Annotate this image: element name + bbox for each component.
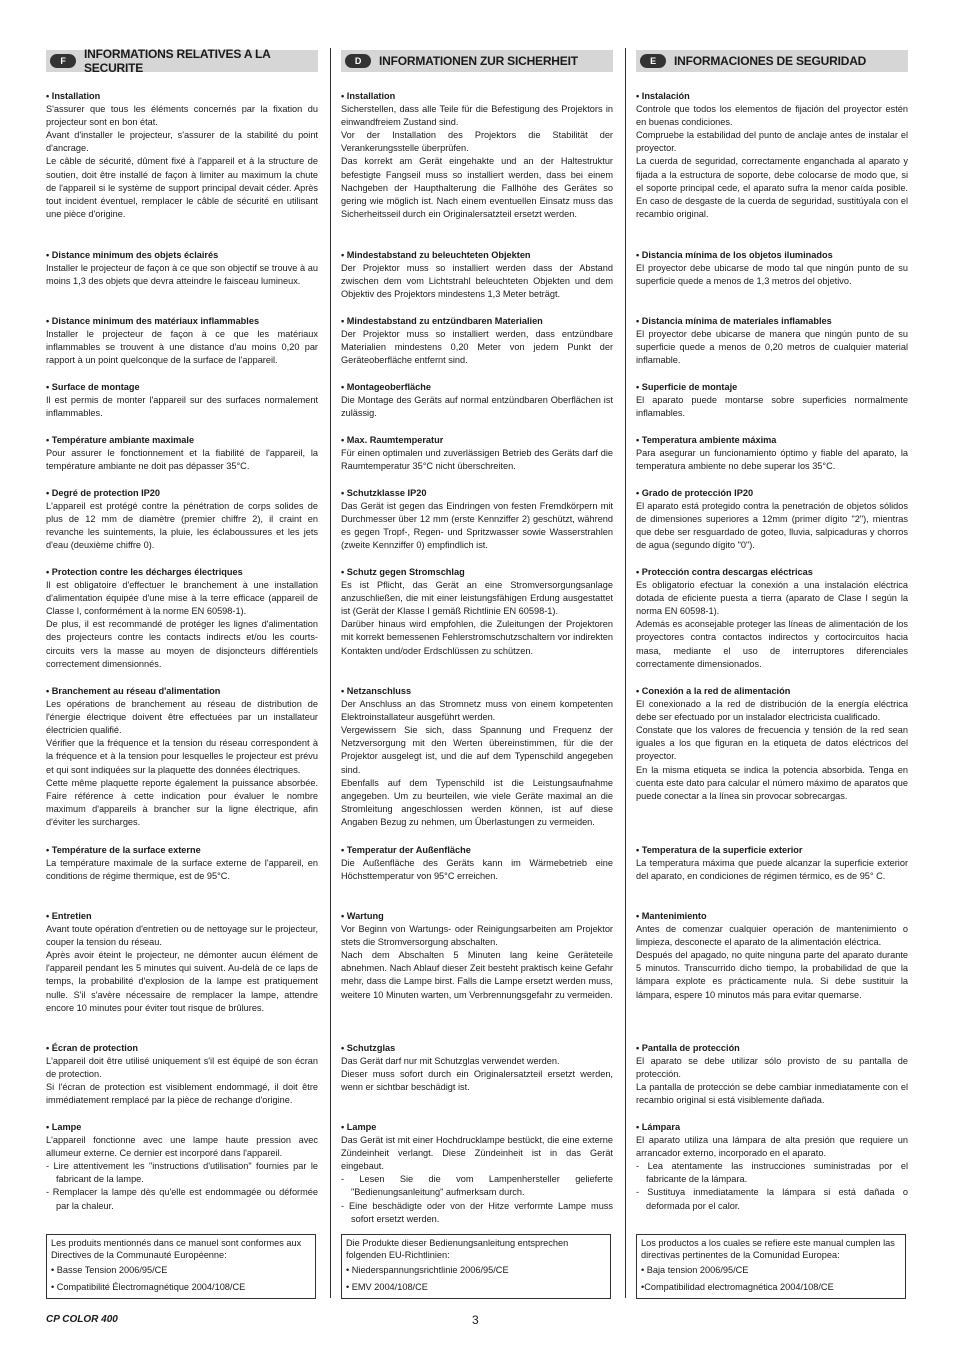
section-header xyxy=(46,47,318,75)
section-paragraph: Der Anschluss an das Stromnetz muss von einem kompetenten Elektroinstallateur ausgeführt werden. xyxy=(341,699,613,723)
section-title: • Schutzklasse IP20 xyxy=(341,488,427,498)
list-item: - Lesen Sie die vom Lampenhersteller gelieferte "Bedienungsanleitung" aufmerksam durch. xyxy=(341,1174,613,1198)
section-title: • Entretien xyxy=(46,911,92,921)
section-paragraph: Die Außenfläche des Geräts kann im Wärmebetrieb eine Höchsttemperatur von 95°C erreichen. xyxy=(341,858,613,882)
safety-section xyxy=(341,844,613,883)
section-paragraph: Controle que todos los elementos de fijación del proyector estén en buenas condiciones. xyxy=(636,104,908,128)
section-title: • Superficie de montaje xyxy=(636,382,738,392)
section-paragraph: Der Projektor muss so installiert werden dass der Abstand zwischen dem vom Lichtstrahl beleuchteten Objekten und dem Objektiv des Projektors mindestens 1,3 Meter beträgt. xyxy=(341,263,613,300)
section-header xyxy=(636,50,908,72)
safety-section xyxy=(636,566,908,671)
section-title: • Branchement au réseau d'alimentation xyxy=(46,686,221,696)
section-paragraph: L'appareil doit être utilisé uniquement s'il est équipé de son écran de protection. xyxy=(46,1056,318,1080)
safety-section xyxy=(341,315,613,367)
section-paragraph: Die Montage des Geräts auf normal entzündbaren Oberflächen ist zulässig. xyxy=(341,395,613,419)
section-title: • Température de la surface externe xyxy=(46,845,201,855)
safety-section xyxy=(46,844,318,883)
language-badge: E xyxy=(640,54,666,68)
section-title: • Temperatur der Außenfläche xyxy=(341,845,471,855)
safety-section xyxy=(341,910,613,1002)
compliance-box xyxy=(46,1234,316,1299)
section-paragraph: La cuerda de seguridad, correctamente enganchada al aparato y fijada a la estructura de soporte, debe colocarse de modo que, si el soporte principal cede, el aparato sufra la menor caída posible. En caso de desgaste de la cuerda de seguridad, sustitúyala con el recambio original. xyxy=(636,156,908,219)
safety-section xyxy=(46,381,318,420)
section-title: • Temperatura de la superficie exterior xyxy=(636,845,803,855)
directive-item: • Baja tension 2006/95/CE xyxy=(641,1265,749,1275)
compliance-box xyxy=(636,1234,906,1299)
section-paragraph: Installer le projecteur de façon à ce que son objectif se trouve à au moins 1,3 des objets que devra atteindre le faisceau lumineux. xyxy=(46,263,318,287)
safety-section xyxy=(46,487,318,552)
section-paragraph: Es ist Pflicht, das Gerät an eine Stromversorgungsanlage anzuschließen, die mit einer leistungsfähigen Erdung ausgestattet ist (Gerät der Klasse I gemäß Richtlinie EN 60598-1). xyxy=(341,580,613,617)
section-title: • Lampe xyxy=(46,1122,82,1132)
section-title: • Mindestabstand zu entzündbaren Materialien xyxy=(341,316,543,326)
section-paragraph: Après avoir éteint le projecteur, ne démonter aucun élément de l'appareil pendant les 5 minutes qui suivent. Au-delà de ce laps de temps, la probabilité d'explosion de la lampe est pratiquement nulle. S'il s'avère nécessaire de remplacer la lampe, attendre encore 10 minutes pour éviter tout risque de brûlures. xyxy=(46,950,318,1013)
section-title: • Distance minimum des matériaux inflammables xyxy=(46,316,260,326)
section-paragraph: La temperatura máxima que puede alcanzar la superficie exterior del aparato, en condiciones de régimen térmico, es de 95° C. xyxy=(636,858,908,882)
safety-section xyxy=(636,910,908,1002)
section-paragraph: Das Gerät ist gegen das Eindringen von festen Fremdkörpern mit Durchmesser über 12 mm (erste Kennziffer 2) geschützt, während es gegen Tropf-, Regen- und Spritzwasser sowie Wasserstrahlen (zweite Kennziffer 0) empfindlich ist. xyxy=(341,501,613,551)
section-title: • Distance minimum des objets éclairés xyxy=(46,250,219,260)
section-title: • Pantalla de protección xyxy=(636,1043,740,1053)
safety-section xyxy=(341,90,613,221)
section-paragraph: Pour assurer le fonctionnement et la fiabilité de l'appareil, la température ambiante ne doit pas dépasser 35°C. xyxy=(46,448,318,472)
instruction-list xyxy=(636,1160,908,1212)
section-title: • Wartung xyxy=(341,911,384,921)
section-paragraph: Les opérations de branchement au réseau de distribution de l'énergie électrique doivent être effectuées par un installateur électricien qualifié. xyxy=(46,699,318,736)
safety-section xyxy=(636,685,908,803)
section-paragraph: Ebenfalls auf dem Typenschild ist die Leistungsaufnahme angegeben. Um zu beurteilen, wie viele Geräte maximal an die Stromleitung angeschlossen werden können, ist auf diese Angaben Bezug zu nehmen, um Überlastungen zu vermeiden. xyxy=(341,777,613,827)
section-paragraph: Dieser muss sofort durch ein Originalersatzteil ersetzt werden, wenn er sichtbar beschädigt ist. xyxy=(341,1069,613,1093)
directive-item: • Basse Tension 2006/95/CE xyxy=(51,1265,168,1275)
safety-section xyxy=(46,685,318,829)
section-paragraph: Después del apagado, no quite ninguna parte del aparato durante 5 minutos. Transcurrido dicho tiempo, la probabilidad de que la lámpara explote es prácticamente nula. Si debe sustituir la lámpara, espere 10 minutos más para evitar quemarse. xyxy=(636,950,908,1000)
column-german xyxy=(341,50,613,1292)
section-title: • Max. Raumtemperatur xyxy=(341,435,444,445)
section-title: • Mantenimiento xyxy=(636,911,707,921)
page-number: 3 xyxy=(472,1313,479,1327)
section-paragraph: Das Gerät darf nur mit Schutzglas verwendet werden. xyxy=(341,1056,560,1067)
list-item: - Lea atentamente las instrucciones suministradas por el fabricante de la lámpara. xyxy=(636,1161,908,1185)
section-title: • Protection contre les décharges électriques xyxy=(46,567,243,577)
compliance-intro: Die Produkte dieser Bedienungsanleitung entsprechen folgenden EU-Richtlinien: xyxy=(346,1238,569,1260)
safety-section xyxy=(636,315,908,367)
section-paragraph: La température maximale de la surface externe de l'appareil, en conditions de régime thermique, est de 95°C. xyxy=(46,858,318,882)
safety-section xyxy=(636,844,908,883)
section-title: • Mindestabstand zu beleuchteten Objekten xyxy=(341,250,531,260)
section-paragraph: Vor der Installation des Projektors die Stabilität der Verankerungsstelle überprüfen. xyxy=(341,130,613,154)
safety-section xyxy=(46,90,318,221)
list-item: - Eine beschädigte oder von der Hitze verformte Lampe muss sofort ersetzt werden. xyxy=(341,1200,613,1224)
safety-section xyxy=(341,566,613,658)
safety-section xyxy=(341,434,613,473)
compliance-intro: Los productos a los cuales se refiere este manual cumplen las directivas pertinentes de la Comunidad Europea: xyxy=(641,1238,895,1260)
section-title: • Netzanschluss xyxy=(341,686,412,696)
directive-item: • EMV 2004/108/CE xyxy=(346,1282,428,1292)
section-paragraph: Das korrekt am Gerät eingehakte und an der Haltestruktur befestigte Fangseil muss so installiert werden, dass bei einem Nachgeben der Haupthalterung die Fallhöhe des Gerätes so gering wie möglich ist. Nach einem eventuellen Einsatz muss das Sicherheitsseil durch ein Originalersatzteil ersetzt werden. xyxy=(341,156,613,219)
section-paragraph: Il est permis de monter l'appareil sur des surfaces normalement inflammables. xyxy=(46,395,318,419)
section-title: • Conexión a la red de alimentación xyxy=(636,686,791,696)
section-paragraph: Für einen optimalen und zuverlässigen Betrieb des Geräts darf die Raumtemperatur 35°C nicht überschreiten. xyxy=(341,448,613,472)
column-french xyxy=(46,47,318,1292)
safety-section xyxy=(341,381,613,420)
safety-section xyxy=(636,90,908,221)
safety-section xyxy=(636,249,908,288)
section-title: • Installation xyxy=(341,91,396,101)
instruction-list xyxy=(46,1160,318,1212)
compliance-intro: Les produits mentionnés dans ce manuel sont conformes aux Directives de la Communauté Européenne: xyxy=(51,1238,302,1260)
section-paragraph: Nach dem Abschalten 5 Minuten lang keine Geräteteile abnehmen. Nach Ablauf dieser Zeit besteht praktisch keine Gefahr mehr, dass die Lampe birst. Falls die Lampe ersetzt werden muss, weitere 10 Minuten warten, um Verbrennungsgefahr zu vermeiden. xyxy=(341,950,613,1000)
section-title: • Lampe xyxy=(341,1122,377,1132)
column-divider xyxy=(330,48,331,1298)
section-paragraph: Cette même plaquette reporte également la puissance absorbée. Faire référence à cette indication pour évaluer le nombre maximum d'appareils à brancher sur la ligne électrique, afin d'éviter les surcharges. xyxy=(46,777,318,827)
section-title: • Distancia mínima de materiales inflamables xyxy=(636,316,832,326)
instruction-list xyxy=(341,1173,613,1225)
section-paragraph: El proyector debe ubicarse de manera que ningún punto de su superficie quede a menos de 0,20 metros de cualquier material inflamable. xyxy=(636,329,908,366)
section-title: • Protección contra descargas eléctricas xyxy=(636,567,813,577)
section-paragraph: L'appareil fonctionne avec une lampe haute pression avec allumeur externe. Ce dernier est incorporé dans l'appareil. xyxy=(46,1135,318,1159)
section-paragraph: El aparato utiliza una lámpara de alta presión que requiere un arrancador externo, incorporado en el aparato. xyxy=(636,1135,908,1159)
section-paragraph: Constate que los valores de frecuencia y tensión de la red sean iguales a los que figuran en la etiqueta de datos eléctricos del proyector. xyxy=(636,725,908,762)
section-paragraph: El proyector debe ubicarse de modo tal que ningún punto de su superficie quede a menos de 1,3 metros del objetivo. xyxy=(636,263,908,287)
section-title: • Degré de protection IP20 xyxy=(46,488,161,498)
safety-section xyxy=(636,1121,908,1213)
section-paragraph: Das Gerät ist mit einer Hochdrucklampe bestückt, die eine externe Zündeinheit verlangt. Diese Zündeinheit ist in das Gerät eingebaut. xyxy=(341,1135,613,1172)
header-title: INFORMATIONS RELATIVES A LA SECURITE xyxy=(84,47,271,75)
section-paragraph: El aparato puede montarse sobre superficies normalmente inflamables. xyxy=(636,395,908,419)
section-paragraph: Vergewissern Sie sich, dass Spannung und Frequenz der Netzversorgung mit den Werten übereinstimmen, für die der Projektor ausgelegt ist, und die auf dem Typenschild angegeben sind. xyxy=(341,725,613,775)
section-title: • Schutzglas xyxy=(341,1043,396,1053)
section-paragraph: El aparato se debe utilizar sólo provisto de su pantalla de protección. xyxy=(636,1056,908,1080)
header-title: INFORMATIONEN ZUR SICHERHEIT xyxy=(379,54,578,68)
section-paragraph: Sicherstellen, dass alle Teile für die Befestigung des Projektors in einwandfreiem Zustand sind. xyxy=(341,104,613,128)
section-paragraph: Para asegurar un funcionamiento óptimo y fiable del aparato, la temperatura ambiente no debe superar los 35°C. xyxy=(636,448,908,472)
list-item: - Remplacer la lampe dès qu'elle est endommagée ou déformée par la chaleur. xyxy=(46,1187,318,1211)
section-title: • Montageoberfläche xyxy=(341,382,431,392)
compliance-box xyxy=(341,1234,611,1299)
safety-section xyxy=(636,487,908,552)
section-title: • Schutz gegen Stromschlag xyxy=(341,567,465,577)
section-header xyxy=(341,50,613,72)
section-paragraph: S'assurer que tous les éléments concernés par la fixation du projecteur sont en bon état. xyxy=(46,104,318,128)
safety-section xyxy=(46,315,318,367)
directive-item: • Niederspannungsrichtlinie 2006/95/CE xyxy=(346,1265,509,1275)
section-paragraph: Darüber hinaus wird empfohlen, die Zuleitungen der Projektoren mit korrekt bemessenen Fehlerstromschutzschaltern vor indirekten Kontakten und/oder Erdschlüssen zu schützen. xyxy=(341,619,613,656)
directive-item: • Compatibilité Électromagnétique 2004/108/CE xyxy=(51,1282,246,1292)
section-title: • Surface de montage xyxy=(46,382,140,392)
section-paragraph: L'appareil est protégé contre la pénétration de corps solides de plus de 12 mm de diamètre (premier chiffre 2), il craint en revanche les suintements, la pluie, les éclaboussures et les jets d'eau (deuxième chiffre 0). xyxy=(46,501,318,551)
section-paragraph: El conexionado a la red de distribución de la energía eléctrica debe ser efectuado por un instalador electricista cualificado. xyxy=(636,699,908,723)
safety-section xyxy=(46,566,318,671)
list-item: - Sustituya inmediatamente la lámpara si está dañada o deformada por el calor. xyxy=(636,1187,908,1211)
list-item: - Lire attentivement les "instructions d'utilisation" fournies par le fabricant de la lampe. xyxy=(46,1161,318,1185)
safety-section xyxy=(46,1121,318,1213)
section-paragraph: Der Projektor muss so installiert werden, dass entzündbare Materialien mindestens 0,20 Meter von jedem Punkt der Geräteoberfläche entfernt sind. xyxy=(341,329,613,366)
section-paragraph: Installer le projecteur de façon à ce que les matériaux inflammables se trouvent à une distance d'au moins 0,20 par rapport à un point quelconque de la surface de l'appareil. xyxy=(46,329,318,366)
safety-section xyxy=(341,1121,613,1226)
section-paragraph: Avant d'installer le projecteur, s'assurer de la stabilité du point d'ancrage. xyxy=(46,130,318,154)
safety-section xyxy=(341,685,613,829)
section-paragraph: Antes de comenzar cualquier operación de mantenimiento o limpieza, desconecte el aparato de la alimentación eléctrica. xyxy=(636,924,908,948)
language-badge: F xyxy=(50,54,76,68)
safety-section xyxy=(341,249,613,301)
section-title: • Grado de protección IP20 xyxy=(636,488,754,498)
column-divider xyxy=(625,48,626,1298)
section-paragraph: Además es aconsejable proteger las líneas de alimentación de los proyectores contra contactos indirectos y cortocircuitos hacia masa, mediante el uso de interruptores diferenciales correctamente dimensionados. xyxy=(636,619,908,669)
section-paragraph: Vor Beginn von Wartungs- oder Reinigungsarbeiten am Projektor stets die Stromversorgung abschalten. xyxy=(341,924,613,948)
safety-section xyxy=(46,249,318,288)
section-paragraph: Il est obligatoire d'effectuer le branchement à une installation d'alimentation équipée d'une mise à la terre efficace (appareil de Classe I, conformément à la norme EN 60598-1). xyxy=(46,580,318,617)
section-paragraph: De plus, il est recommandé de protéger les lignes d'alimentation des projecteurs contre les contacts indirects et/ou les courts-circuits vers la masse au moyen de disjoncteurs différentiels correctement dimensionnés. xyxy=(46,619,318,669)
safety-section xyxy=(46,434,318,473)
safety-section xyxy=(636,1042,908,1107)
section-paragraph: La pantalla de protección se debe cambiar inmediatamente con el recambio original si está visiblemente dañada. xyxy=(636,1082,908,1106)
safety-section xyxy=(636,381,908,420)
section-paragraph: Avant toute opération d'entretien ou de nettoyage sur le projecteur, couper la tension du réseau. xyxy=(46,924,318,948)
model-name: CP COLOR 400 xyxy=(46,1314,118,1325)
section-title: • Instalación xyxy=(636,91,690,101)
safety-section xyxy=(46,910,318,1015)
safety-section xyxy=(636,434,908,473)
section-title: • Lámpara xyxy=(636,1122,681,1132)
section-title: • Température ambiante maximale xyxy=(46,435,195,445)
safety-section xyxy=(341,1042,613,1094)
directive-item: •Compatibilidad electromagnética 2004/108/CE xyxy=(641,1282,834,1292)
section-paragraph: Vérifier que la fréquence et la tension du réseau correspondent à la fréquence et à la tension pour lesquelles le projecteur est prévu et qui sont indiquées sur la plaquette des données électriques. xyxy=(46,738,318,775)
header-title: INFORMACIONES DE SEGURIDAD xyxy=(674,54,867,68)
section-title: • Distancia mínima de los objetos iluminados xyxy=(636,250,833,260)
safety-section xyxy=(341,487,613,552)
section-paragraph: Le câble de sécurité, dûment fixé à l'appareil et à la structure de soutien, doit être installé de façon à limiter au maximum la chute de l'appareil si le système de support principal devait céder. Après tout incident éventuel, remplacer le câble de sécurité en utilisant une pièce d'origine. xyxy=(46,156,318,219)
language-badge: D xyxy=(345,54,371,68)
section-paragraph: En la misma etiqueta se indica la potencia absorbida. Tenga en cuenta este dato para calcular el número máximo de aparatos que puede conectar a la línea sin provocar sobrecargas. xyxy=(636,764,908,801)
section-paragraph: El aparato está protegido contra la penetración de objetos sólidos de dimensiones superiores a 12mm (primer dígito "2"), mientras que debe ser resguardado de goteo, lluvia, salpicaduras y chorros de agua (segundo dígito "0"). xyxy=(636,501,908,551)
section-paragraph: Es obligatorio efectuar la conexión a una instalación eléctrica dotada de eficiente puesta a tierra (aparato de Clase I según la norma EN 60598-1). xyxy=(636,580,908,617)
section-paragraph: Si l'écran de protection est visiblement endommagé, il doit être immédiatement remplacé par la pièce de rechange d'origine. xyxy=(46,1082,318,1106)
section-title: • Installation xyxy=(46,91,101,101)
safety-section xyxy=(46,1042,318,1107)
column-spanish xyxy=(636,50,908,1292)
section-title: • Écran de protection xyxy=(46,1043,139,1053)
section-title: • Temperatura ambiente máxima xyxy=(636,435,777,445)
section-paragraph: Compruebe la estabilidad del punto de anclaje antes de instalar el proyector. xyxy=(636,130,908,154)
